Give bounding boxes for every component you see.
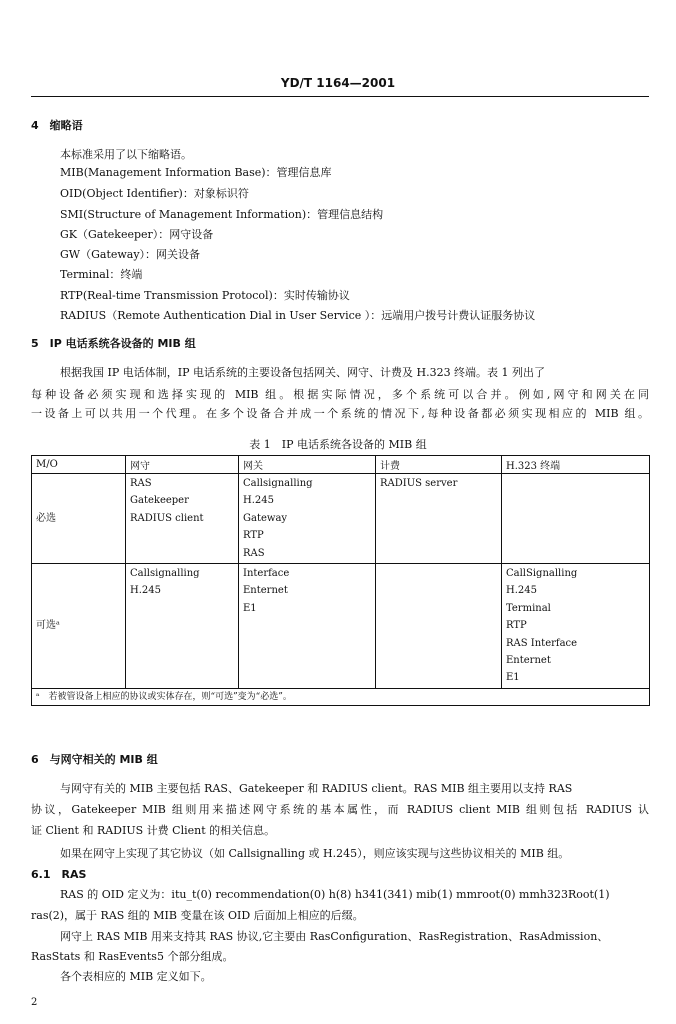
cell-entry: Enternet	[243, 585, 288, 597]
section-6-1-para1-line-1: RAS 的 OID 定义为：itu_t(0) recommendation(0) h(8) h341(341) mib(1) mmroot(0) mmh323Root(1)	[60, 888, 610, 901]
col-header-gateway: 网关	[239, 456, 376, 474]
table-cell	[126, 474, 239, 564]
table-cell	[239, 474, 376, 564]
cell-entry: RADIUS server	[380, 478, 458, 489]
cell-entry: RADIUS client	[130, 512, 204, 524]
section-5-heading: 5 IP 电话系统各设备的 MIB 组	[31, 337, 196, 350]
cell-entry: RAS	[130, 478, 152, 489]
col-header-gatekeeper: 网守	[126, 456, 239, 474]
section-5-para-line-3: 一设备上可以共用一个代理。在多个设备合并成一个系统的情况下,每种设备都必须实现相应的 MIB 组。	[31, 407, 649, 420]
table-header-row	[32, 456, 650, 474]
section-4-heading: 4 缩略语	[31, 119, 83, 132]
col-header-mo: M/O	[32, 456, 126, 474]
standard-header: YD/T 1164—2001	[280, 76, 396, 90]
section-5-para-line-2: 每种设备必须实现和选择实现的 MIB 组。根据实际情况，多个系统可以合并。例如,网守和网关在同	[31, 388, 649, 401]
cell-entry: RTP	[243, 530, 264, 542]
abbr-radius: RADIUS（Remote Authentication Dial in User Service ）：远端用户拨号计费认证服务协议	[60, 309, 536, 322]
cell-entry: RAS	[243, 547, 265, 559]
table-cell	[239, 564, 376, 689]
mib-group-table	[31, 455, 650, 706]
abbr-terminal: Terminal：终端	[60, 268, 143, 281]
cell-entry: RTP	[506, 620, 527, 632]
section-6-1-para3: 各个表相应的 MIB 定义如下。	[60, 970, 212, 983]
cell-entry: RAS Interface	[506, 637, 578, 649]
abbr-mib: MIB(Management Information Base)：管理信息库	[60, 166, 332, 179]
section-6-1-para1-line-2: ras(2)，属于 RAS 组的 MIB 变量在该 OID 后面加上相应的后缀。	[31, 909, 364, 922]
table-caption: 表 1 IP 电话系统各设备的 MIB 组	[249, 438, 427, 451]
cell-entry: CallSignalling	[506, 568, 578, 580]
table-row-mandatory	[32, 474, 650, 564]
table-cell	[376, 564, 502, 689]
col-header-h323-terminal: H.323 终端	[502, 456, 650, 474]
cell-entry: H.245	[130, 585, 161, 597]
abbr-rtp: RTP(Real-time Transmission Protocol)：实时传输协议	[60, 289, 350, 302]
row-label-mandatory: 必选	[32, 474, 126, 564]
section-6-para1-line-3: 证 Client 和 RADIUS 计费 Client 的相关信息。	[31, 824, 276, 837]
table-row-optional	[32, 564, 650, 689]
table-cell	[502, 474, 650, 564]
col-header-billing: 计费	[376, 456, 502, 474]
section-6-1-para2-line-2: RasStats 和 RasEvents5 个部分组成。	[31, 950, 234, 963]
table-cell	[502, 564, 650, 689]
section-6-1-para2-line-1: 网守上 RAS MIB 用来支持其 RAS 协议,它主要由 RasConfiguration、RasRegistration、RasAdmission、	[60, 930, 609, 943]
cell-entry: Interface	[243, 568, 290, 580]
cell-entry: Callsignalling	[243, 478, 313, 489]
section-6-para1-line-1: 与网守有关的 MIB 主要包括 RAS、Gatekeeper 和 RADIUS client。RAS MIB 组主要用以支持 RAS	[60, 782, 573, 795]
cell-entry: Gatekeeper	[130, 495, 189, 507]
cell-entry: Enternet	[506, 655, 551, 667]
cell-entry: E1	[506, 672, 520, 684]
section-6-para2: 如果在网守上实现了其它协议（如 Callsignalling 或 H.245），则应该实现与这些协议相关的 MIB 组。	[60, 847, 570, 860]
cell-entry: Terminal	[506, 602, 551, 614]
cell-entry: H.245	[243, 495, 274, 507]
abbr-smi: SMI(Structure of Management Information)：管理信息结构	[60, 208, 384, 221]
cell-entry: Callsignalling	[130, 568, 200, 580]
cell-entry: E1	[243, 602, 257, 614]
abbr-oid: OID(Object Identifier)：对象标识符	[60, 187, 249, 200]
section-6-heading: 6 与网守相关的 MIB 组	[31, 753, 158, 766]
header-rule	[31, 96, 649, 97]
section-6-para1-line-2: 协议，Gatekeeper MIB 组则用来描述网守系统的基本属性，而 RADIUS client MIB 组则包括 RADIUS 认	[31, 803, 649, 816]
cell-entry: H.245	[506, 585, 537, 597]
table-cell	[126, 564, 239, 689]
row-label-optional: 可选ᵃ	[32, 564, 126, 689]
abbr-gk: GK（Gatekeeper）：网守设备	[60, 228, 214, 241]
abbr-gw: GW（Gateway）：网关设备	[60, 248, 201, 261]
table-cell	[376, 474, 502, 564]
section-5-para-line-1: 根据我国 IP 电话体制，IP 电话系统的主要设备包括网关、网守、计费及 H.323 终端。表 1 列出了	[60, 366, 546, 379]
page-number: 2	[31, 997, 38, 1008]
section-6-1-heading: 6.1 RAS	[31, 868, 87, 881]
section-4-intro: 本标准采用了以下缩略语。	[60, 148, 192, 161]
table-footnote-row	[32, 688, 650, 705]
table-footnote: ᵃ 若被管设备上相应的协议或实体存在，则“可选”变为“必选”。	[32, 688, 650, 705]
cell-entry: Gateway	[243, 512, 288, 524]
